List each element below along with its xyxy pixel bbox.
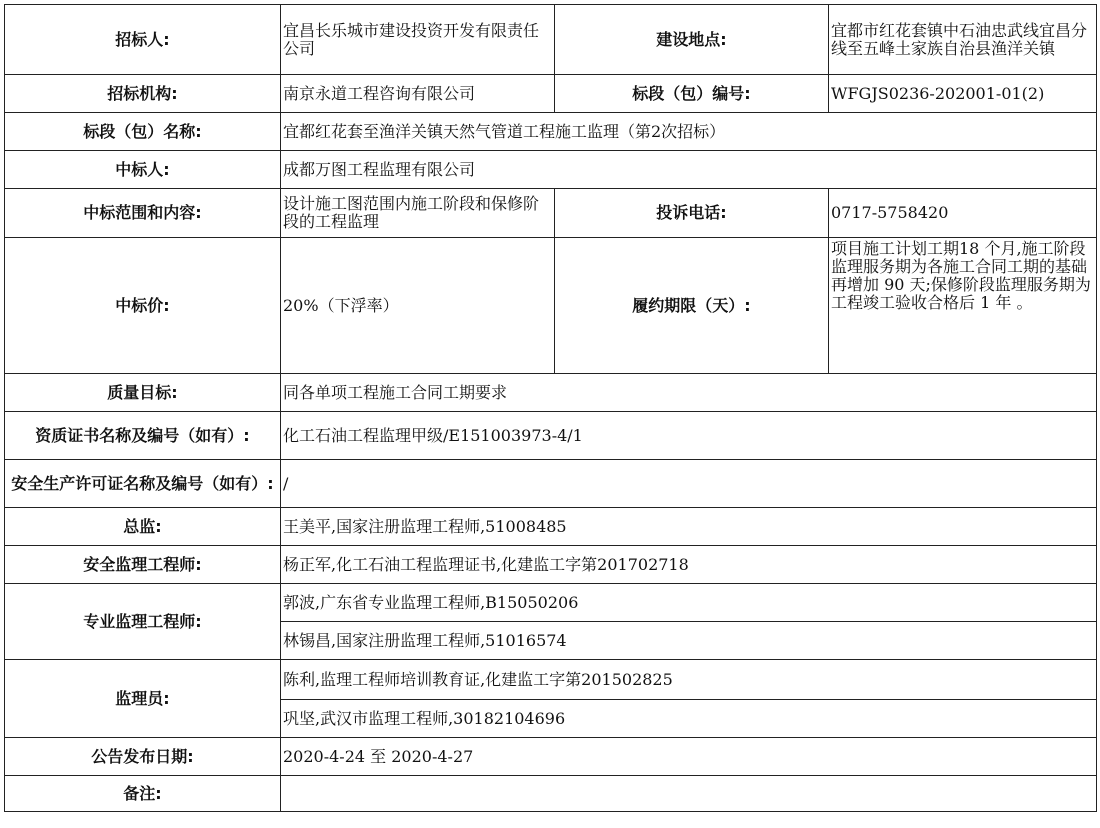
term-value: 项目施工计划工期18 个月,施工阶段监理服务期为各施工合同工期的基础再增加 90 天;保修阶段监理服务期为工程竣工验收合格后 1 年 。 <box>829 238 1097 374</box>
date-label: 公告发布日期: <box>5 738 281 776</box>
row-safety-engineer <box>5 546 1097 584</box>
price-label: 中标价: <box>5 238 281 374</box>
section-no-label: 标段（包）编号: <box>555 75 829 113</box>
bidder-value: 宜昌长乐城市建设投资开发有限责任公司 <box>281 5 555 75</box>
bid-award-notice-table <box>4 4 1097 812</box>
section-name-value: 宜都红花套至渔洋关镇天然气管道工程施工监理（第2次招标） <box>281 113 1097 151</box>
winner-value: 成都万图工程监理有限公司 <box>281 151 1097 189</box>
row-cert <box>5 412 1097 460</box>
chief-value: 王美平,国家注册监理工程师,51008485 <box>281 508 1097 546</box>
row-pro-engineer-1 <box>5 584 1097 622</box>
term-label: 履约期限（天）: <box>555 238 829 374</box>
agency-value: 南京永道工程咨询有限公司 <box>281 75 555 113</box>
supervisor-value-2: 巩坚,武汉市监理工程师,30182104696 <box>281 700 1097 738</box>
row-section-name <box>5 113 1097 151</box>
pro-engineer-value-2: 林锡昌,国家注册监理工程师,51016574 <box>281 622 1097 660</box>
row-date <box>5 738 1097 776</box>
row-agency <box>5 75 1097 113</box>
safety-permit-label: 安全生产许可证名称及编号（如有）: <box>5 460 281 508</box>
quality-label: 质量目标: <box>5 374 281 412</box>
row-quality <box>5 374 1097 412</box>
bidder-label: 招标人: <box>5 5 281 75</box>
safety-permit-value: / <box>281 460 1097 508</box>
complaint-phone-value: 0717-5758420 <box>829 189 1097 238</box>
pro-engineer-value-1: 郭波,广东省专业监理工程师,B15050206 <box>281 584 1097 622</box>
row-bidder <box>5 5 1097 75</box>
price-value: 20%（下浮率） <box>281 238 555 374</box>
pro-engineer-label: 专业监理工程师: <box>5 584 281 660</box>
agency-label: 招标机构: <box>5 75 281 113</box>
row-supervisor-1 <box>5 660 1097 700</box>
row-safety-permit <box>5 460 1097 508</box>
chief-label: 总监: <box>5 508 281 546</box>
scope-value: 设计施工图范围内施工阶段和保修阶段的工程监理 <box>281 189 555 238</box>
row-chief <box>5 508 1097 546</box>
cert-label: 资质证书名称及编号（如有）: <box>5 412 281 460</box>
safety-engineer-label: 安全监理工程师: <box>5 546 281 584</box>
row-remark <box>5 776 1097 812</box>
remark-label: 备注: <box>5 776 281 812</box>
winner-label: 中标人: <box>5 151 281 189</box>
location-value: 宜都市红花套镇中石油忠武线宜昌分线至五峰土家族自治县渔洋关镇 <box>829 5 1097 75</box>
row-winner <box>5 151 1097 189</box>
remark-value <box>281 776 1097 812</box>
supervisor-value-1: 陈利,监理工程师培训教育证,化建监工字第201502825 <box>281 660 1097 700</box>
cert-value: 化工石油工程监理甲级/E151003973-4/1 <box>281 412 1097 460</box>
safety-engineer-value: 杨正军,化工石油工程监理证书,化建监工字第201702718 <box>281 546 1097 584</box>
row-price <box>5 238 1097 374</box>
date-value: 2020-4-24 至 2020-4-27 <box>281 738 1097 776</box>
row-scope <box>5 189 1097 238</box>
scope-label: 中标范围和内容: <box>5 189 281 238</box>
location-label: 建设地点: <box>555 5 829 75</box>
complaint-label: 投诉电话: <box>555 189 829 238</box>
supervisor-label: 监理员: <box>5 660 281 738</box>
section-name-label: 标段（包）名称: <box>5 113 281 151</box>
quality-value: 同各单项工程施工合同工期要求 <box>281 374 1097 412</box>
section-no-value: WFGJS0236-202001-01(2) <box>829 75 1097 113</box>
